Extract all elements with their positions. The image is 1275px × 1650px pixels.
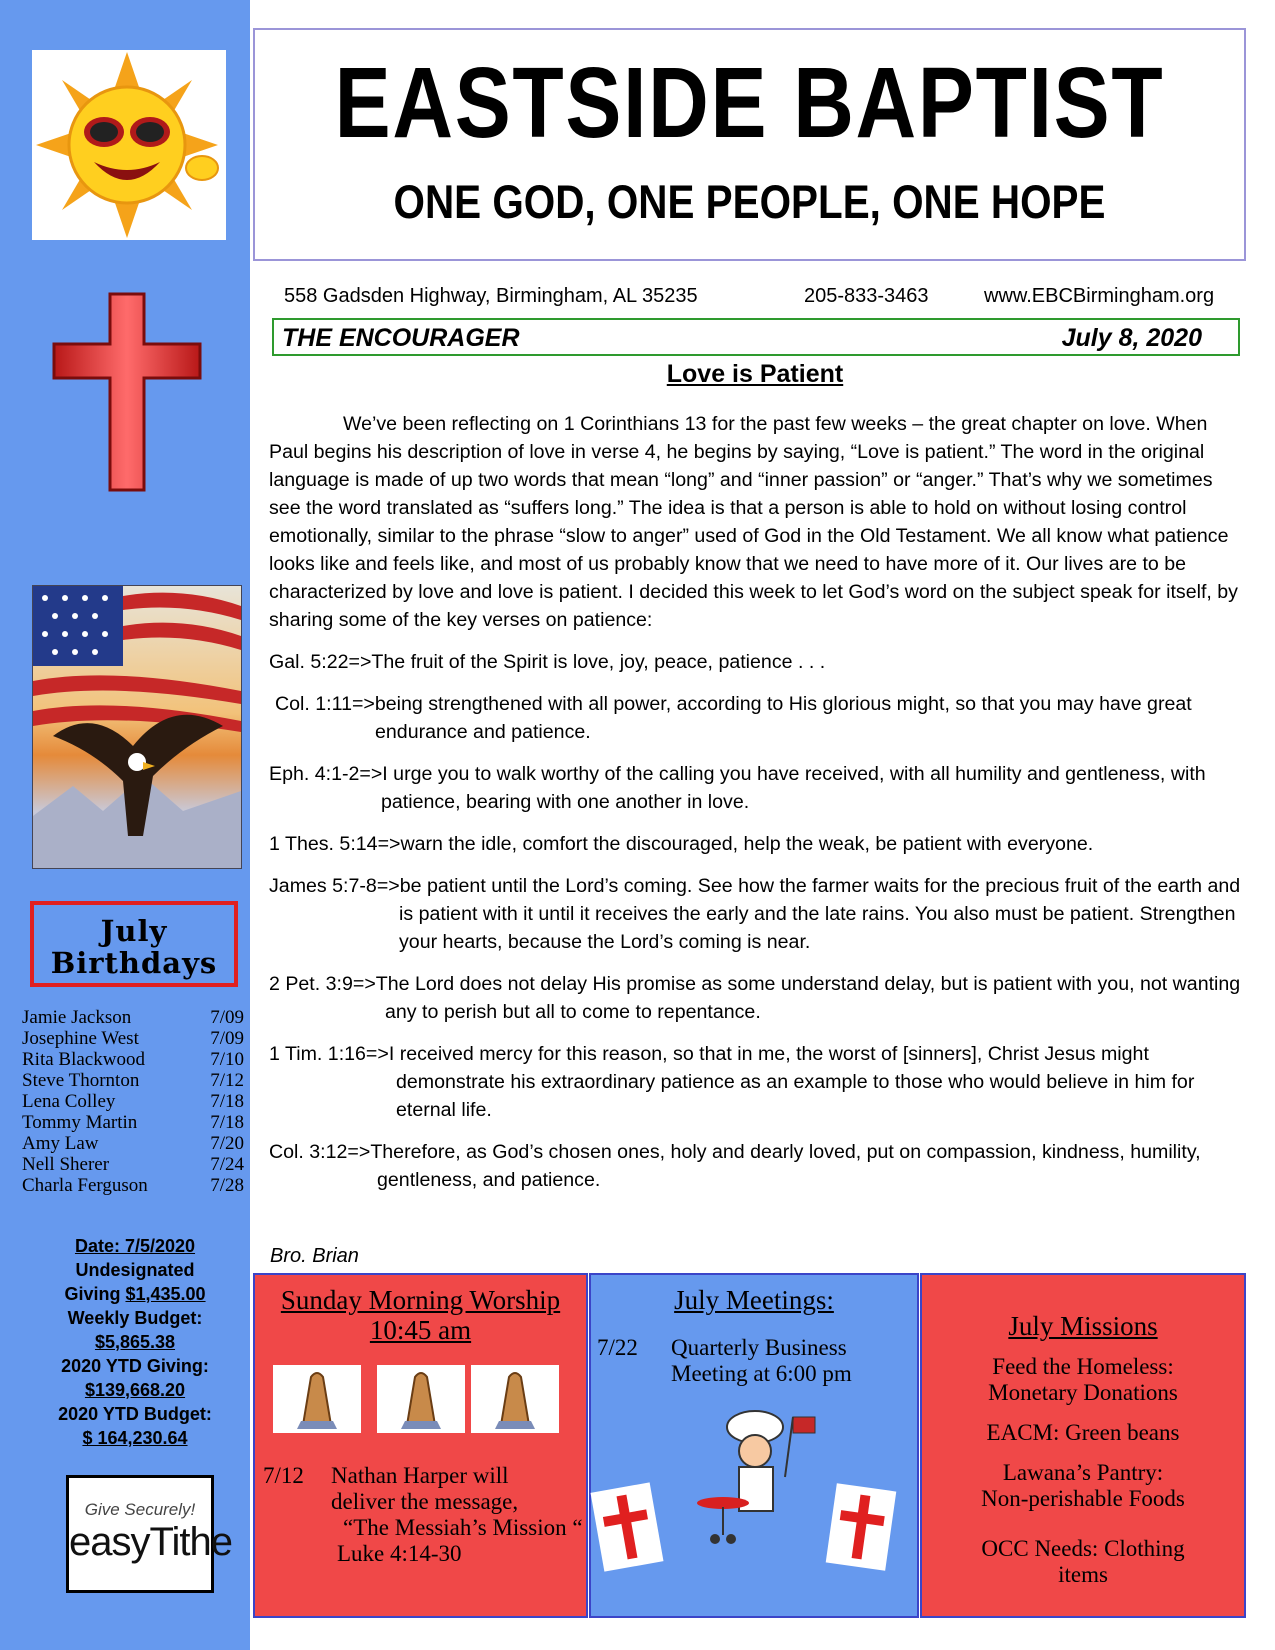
birthday-date: 7/09 — [210, 1007, 244, 1028]
birthday-row — [22, 1133, 244, 1154]
verse-text: be patient until the Lord’s coming. See how the farmer waits for the precious fruit of the earth and is patient with it until it receives the early and the late rains. You also must be patient. Strengthen your hearts, because the Lord’s coming is near. — [399, 875, 1241, 953]
easytithe-link[interactable] — [66, 1475, 232, 1593]
missions-item: Non-perishable Foods — [981, 1486, 1185, 1511]
finance-giving-row — [30, 1282, 240, 1306]
missions-box — [920, 1273, 1246, 1618]
worship-line4: Luke 4:14-30 — [337, 1541, 462, 1566]
birthday-date: 7/12 — [210, 1070, 244, 1091]
missions-item: OCC Needs: Clothing — [981, 1536, 1185, 1561]
verse-item — [269, 872, 1249, 956]
verse-ref: Col. 3:12=> — [269, 1141, 371, 1163]
contact-line — [284, 285, 1244, 311]
birthdays-title-line1: July — [100, 914, 168, 948]
verse-item — [269, 1040, 1249, 1124]
birthday-date: 7/18 — [210, 1091, 244, 1112]
finance-weekly-budget-value: $5,865.38 — [94, 1332, 176, 1352]
masthead — [253, 28, 1246, 261]
verse-item — [269, 760, 1249, 816]
birthday-date: 7/28 — [210, 1175, 244, 1196]
birthday-name: Rita Blackwood — [22, 1049, 145, 1070]
birthday-date: 7/24 — [210, 1154, 244, 1175]
birthday-name: Steve Thornton — [22, 1070, 140, 1091]
birthday-row — [22, 1175, 244, 1196]
meetings-box — [589, 1273, 919, 1618]
missions-title: July Missions — [1008, 1311, 1158, 1341]
church-tagline: ONE GOD, ONE PEOPLE, ONE HOPE — [393, 175, 1106, 228]
praying-hands-icon — [471, 1365, 559, 1433]
verse-item — [269, 1138, 1249, 1194]
article-intro: We’ve been reflecting on 1 Corinthians 13 for the past few weeks – the great chapter on love. When Paul begins his description of love in verse 4, he begins by saying, “Love is patient.” The word in the original language is made of up two words that mean “long” and “inner passion” or “anger.” That’s why we sometimes see the word translated as “suffers long.” The idea is that a person is able to hold on without losing control emotionally, similar to the phrase “slow to anger” used of God in the Old Testament. We all know what patience looks like and feels like, and most of us probably know that we need to have more of it. Our lives are to be characterized by love and love is patient. I decided this week to let God’s word on the subject speak for itself, by sharing some of the key verses on patience: — [269, 413, 1238, 631]
verse-text: warn the idle, comfort the discouraged, help the weak, be patient with everyone. — [400, 833, 1094, 855]
worship-title-line2: 10:45 am — [369, 1315, 472, 1345]
praying-hands-icon — [377, 1365, 465, 1433]
birthday-name: Lena Colley — [22, 1091, 116, 1112]
finance-undesignated-label: Undesignated — [75, 1260, 195, 1280]
worship-line2: deliver the message, — [331, 1489, 519, 1514]
finance-weekly-budget-label: Weekly Budget: — [67, 1308, 203, 1328]
missions-item: items — [1058, 1562, 1108, 1587]
verse-ref: Gal. 5:22=> — [269, 651, 372, 673]
verse-item — [269, 830, 1249, 858]
finance-ytd-giving-label: 2020 YTD Giving: — [61, 1356, 209, 1376]
birthday-name: Jamie Jackson — [22, 1007, 132, 1028]
missions-list — [922, 1354, 1244, 1588]
cross-icon — [52, 292, 202, 492]
birthday-name: Nell Sherer — [22, 1154, 110, 1175]
birthday-name: Tommy Martin — [22, 1112, 138, 1133]
verse-text: I urge you to walk worthy of the calling you have received, with all humility and gentleness, with patience, bearing with one another in love. — [381, 763, 1206, 813]
meetings-date: 7/22 — [597, 1335, 638, 1360]
verse-ref: Col. 1:11=> — [275, 693, 375, 715]
meetings-title: July Meetings: — [674, 1285, 834, 1315]
newsletter-date: July 8, 2020 — [1061, 324, 1202, 352]
verse-text: Therefore, as God’s chosen ones, holy and dearly loved, put on compassion, kindness, humility, gentleness, and patience. — [370, 1141, 1201, 1191]
cross-icon — [591, 1482, 664, 1571]
worship-box — [253, 1273, 588, 1618]
verse-item — [269, 970, 1249, 1026]
finance-summary — [30, 1234, 240, 1450]
verse-ref: 2 Pet. 3:9=> — [269, 973, 376, 995]
birthday-date: 7/18 — [210, 1112, 244, 1133]
verse-text: The Lord does not delay His promise as some understand delay, but is patient with you, not wanting any to perish but all to come to repentance. — [375, 973, 1241, 1023]
finance-giving-label: Giving — [64, 1284, 121, 1304]
missions-item: Monetary Donations — [988, 1380, 1178, 1405]
phone: 205-833-3463 — [804, 285, 929, 307]
missions-item: Lawana’s Pantry: — [1002, 1460, 1164, 1485]
birthday-name: Josephine West — [22, 1028, 139, 1049]
worship-date: 7/12 — [263, 1463, 304, 1488]
finance-ytd-budget-value: $ 164,230.64 — [82, 1428, 188, 1448]
worship-title-line1: Sunday Morning Worship — [280, 1285, 561, 1315]
verse-ref: 1 Thes. 5:14=> — [269, 833, 401, 855]
birthday-date: 7/09 — [210, 1028, 244, 1049]
website-link[interactable]: www.EBCBirmingham.org — [984, 285, 1215, 307]
birthday-row — [22, 1091, 244, 1112]
verse-item — [269, 690, 1249, 746]
article-title: Love is Patient — [666, 360, 844, 388]
church-name: EASTSIDE BAPTIST — [334, 47, 1165, 159]
verse-item — [269, 648, 1249, 676]
meetings-line1: Quarterly Business — [671, 1335, 847, 1360]
worship-title — [255, 1285, 586, 1345]
finance-ytd-budget-label: 2020 YTD Budget: — [58, 1404, 212, 1424]
birthday-name: Charla Ferguson — [22, 1175, 148, 1196]
birthday-date: 7/20 — [210, 1133, 244, 1154]
sun-icon — [32, 50, 226, 240]
birthdays-title-line2: Birthdays — [50, 946, 218, 980]
finance-giving-value: $1,435.00 — [125, 1284, 206, 1304]
worship-line3: “The Messiah’s Mission “ — [343, 1515, 583, 1540]
article-signature: Bro. Brian — [270, 1245, 359, 1267]
birthday-name: Amy Law — [22, 1133, 99, 1154]
birthday-row — [22, 1154, 244, 1175]
meetings-line2: Meeting at 6:00 pm — [671, 1361, 852, 1386]
verse-ref: James 5:7-8=> — [269, 875, 400, 897]
address: 558 Gadsden Highway, Birmingham, AL 35235 — [284, 285, 698, 307]
worship-line1: Nathan Harper will — [331, 1463, 509, 1488]
finance-date: Date: 7/5/2020 — [74, 1236, 196, 1256]
verse-ref: 1 Tim. 1:16=> — [269, 1043, 389, 1065]
birthday-date: 7/10 — [210, 1049, 244, 1070]
newsletter-bar — [272, 318, 1240, 356]
birthday-row — [22, 1070, 244, 1091]
verse-text: The fruit of the Spirit is love, joy, peace, patience . . . — [371, 651, 826, 673]
tithe-small-text: Give Securely! — [84, 1500, 196, 1519]
verse-text: I received mercy for this reason, so that in me, the worst of [sinners], Christ Jesus might demonstrate his extraordinary patience as an example to those who would believe in him for eternal life. — [388, 1043, 1195, 1121]
birthdays-title-box — [30, 901, 238, 987]
verse-ref: Eph. 4:1-2=> — [269, 763, 383, 785]
finance-ytd-giving-value: $139,668.20 — [84, 1380, 186, 1400]
missions-item: Feed the Homeless: — [992, 1354, 1174, 1379]
verse-text: being strengthened with all power, according to His glorious might, so that you may have great endurance and patience. — [374, 693, 1192, 743]
birthday-row — [22, 1112, 244, 1133]
tithe-logo-text: easyTithe — [69, 1520, 232, 1564]
birthday-row — [22, 1028, 244, 1049]
birthday-row — [22, 1049, 244, 1070]
birthday-row — [22, 1007, 244, 1028]
chef-grill-icon — [685, 1407, 835, 1557]
newsletter-name: THE ENCOURAGER — [282, 324, 520, 352]
flag-eagle-image — [32, 585, 242, 869]
missions-item: EACM: Green beans — [986, 1420, 1180, 1445]
praying-hands-icon — [273, 1365, 361, 1433]
article-body — [269, 410, 1249, 1194]
cross-icon — [826, 1483, 897, 1571]
